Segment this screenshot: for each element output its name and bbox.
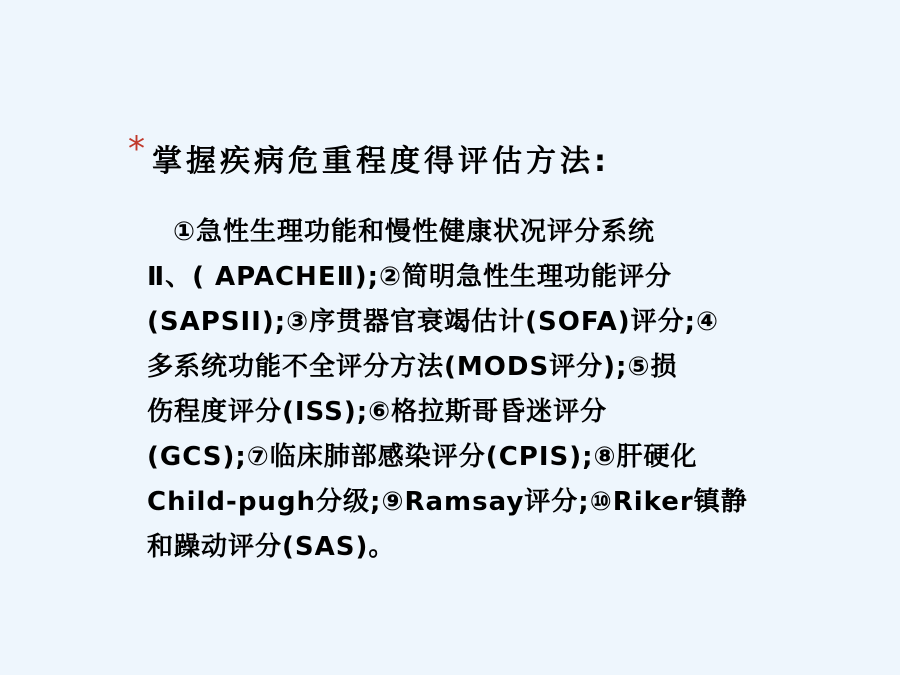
body-text xyxy=(147,210,747,570)
body-line-5: 伤程度评分(ISS);⑥格拉斯哥昏迷评分 xyxy=(147,397,608,427)
body-line-4: 多系统功能不全评分方法(MODS评分);⑤损 xyxy=(147,352,678,382)
body-line-3: (SAPSII);③序贯器官衰竭估计(SOFA)评分;④ xyxy=(147,307,720,337)
body-line-8: 和躁动评分(SAS)。 xyxy=(147,532,396,562)
body-line-7: Child-pugh分级;⑨Ramsay评分;⑩Riker镇静 xyxy=(147,487,748,517)
body-line-6: (GCS);⑦临床肺部感染评分(CPIS);⑧肝硬化 xyxy=(147,442,698,472)
slide-heading: 掌握疾病危重程度得评估方法: xyxy=(152,144,610,179)
body-line-1: ①急性生理功能和慢性健康状况评分系统 xyxy=(173,217,656,247)
heading-row xyxy=(128,129,828,182)
body-line-2: Ⅱ、( APACHEⅡ);②简明急性生理功能评分 xyxy=(147,262,672,292)
asterisk-bullet-icon: * xyxy=(128,129,145,169)
